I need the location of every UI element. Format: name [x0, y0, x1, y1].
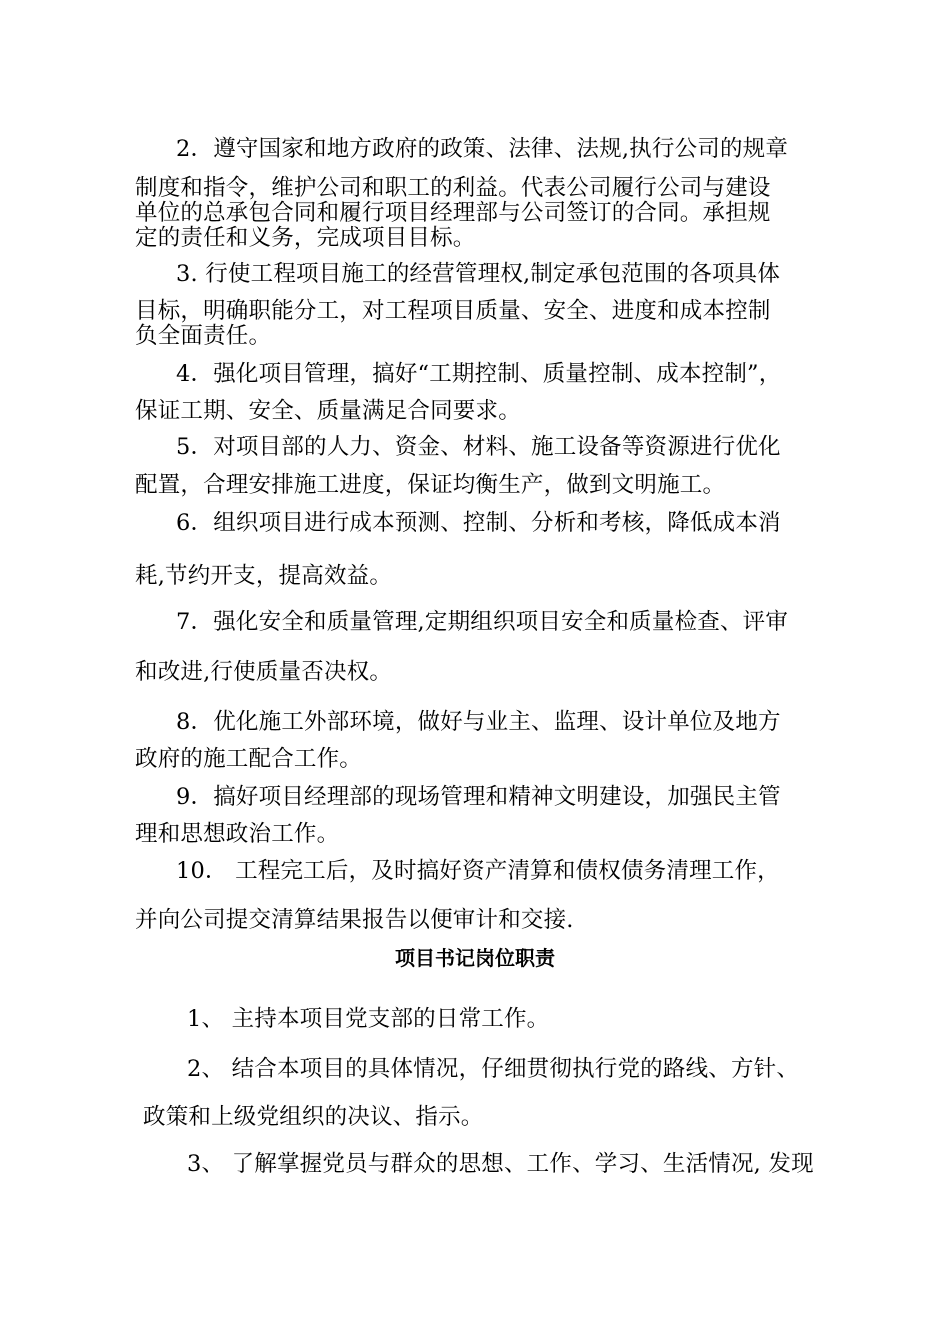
- text-line: 政府的施工配合工作。: [135, 746, 363, 772]
- section-heading: 项目书记岗位职责: [395, 946, 555, 970]
- text-line: 理和思想政治工作。: [135, 821, 340, 847]
- text-line: 5．对项目部的人力、资金、材料、施工设备等资源进行优化: [176, 434, 781, 460]
- text-line: 2．遵守国家和地方政府的政策、法律、法规,执行公司的规章: [176, 136, 789, 162]
- text-line: 9．搞好项目经理部的现场管理和精神文明建设，加强民主管: [176, 784, 781, 810]
- text-line: 1、 主持本项目党支部的日常工作。: [187, 1006, 550, 1032]
- text-line: 政策和上级党组织的决议、指示。: [143, 1104, 484, 1130]
- text-line: 6．组织项目进行成本预测、控制、分析和考核，降低成本消: [176, 510, 781, 536]
- text-line: 单位的总承包合同和履行项目经理部与公司签订的合同。承担规: [135, 200, 771, 226]
- text-line: 3、 了解掌握党员与群众的思想、工作、学习、生活情况, 发现: [187, 1151, 814, 1177]
- text-line: 2、 结合本项目的具体情况，仔细贯彻执行党的路线、方针、: [187, 1056, 800, 1082]
- text-line: 7．强化安全和质量管理,定期组织项目安全和质量检查、评审: [176, 609, 789, 635]
- text-line: 4．强化项目管理，搞好“工期控制、质量控制、成本控制”，: [176, 361, 782, 387]
- text-line: 10． 工程完工后，及时搞好资产清算和债权债务清理工作，: [176, 858, 780, 884]
- text-line: 并向公司提交清算结果报告以便审计和交接.: [135, 907, 574, 933]
- text-line: 和改进,行使质量否决权。: [135, 659, 393, 685]
- text-line: 配置，合理安排施工进度，保证均衡生产，做到文明施工。: [135, 472, 726, 498]
- text-line: 目标，明确职能分工，对工程项目质量、安全、进度和成本控制: [135, 298, 771, 324]
- text-line: 耗,节约开支，提高效益。: [135, 563, 393, 589]
- text-line: 定的责任和义务，完成项目目标。: [135, 225, 476, 251]
- text-line: 负全面责任。: [135, 323, 272, 349]
- text-line: 保证工期、安全、质量满足合同要求。: [135, 398, 521, 424]
- text-line: 8．优化施工外部环境，做好与业主、监理、设计单位及地方: [176, 709, 781, 735]
- text-line: 制度和指令，维护公司和职工的利益。代表公司履行公司与建设: [135, 175, 771, 201]
- text-line: 3. 行使工程项目施工的经营管理权,制定承包范围的各项具体: [176, 261, 781, 287]
